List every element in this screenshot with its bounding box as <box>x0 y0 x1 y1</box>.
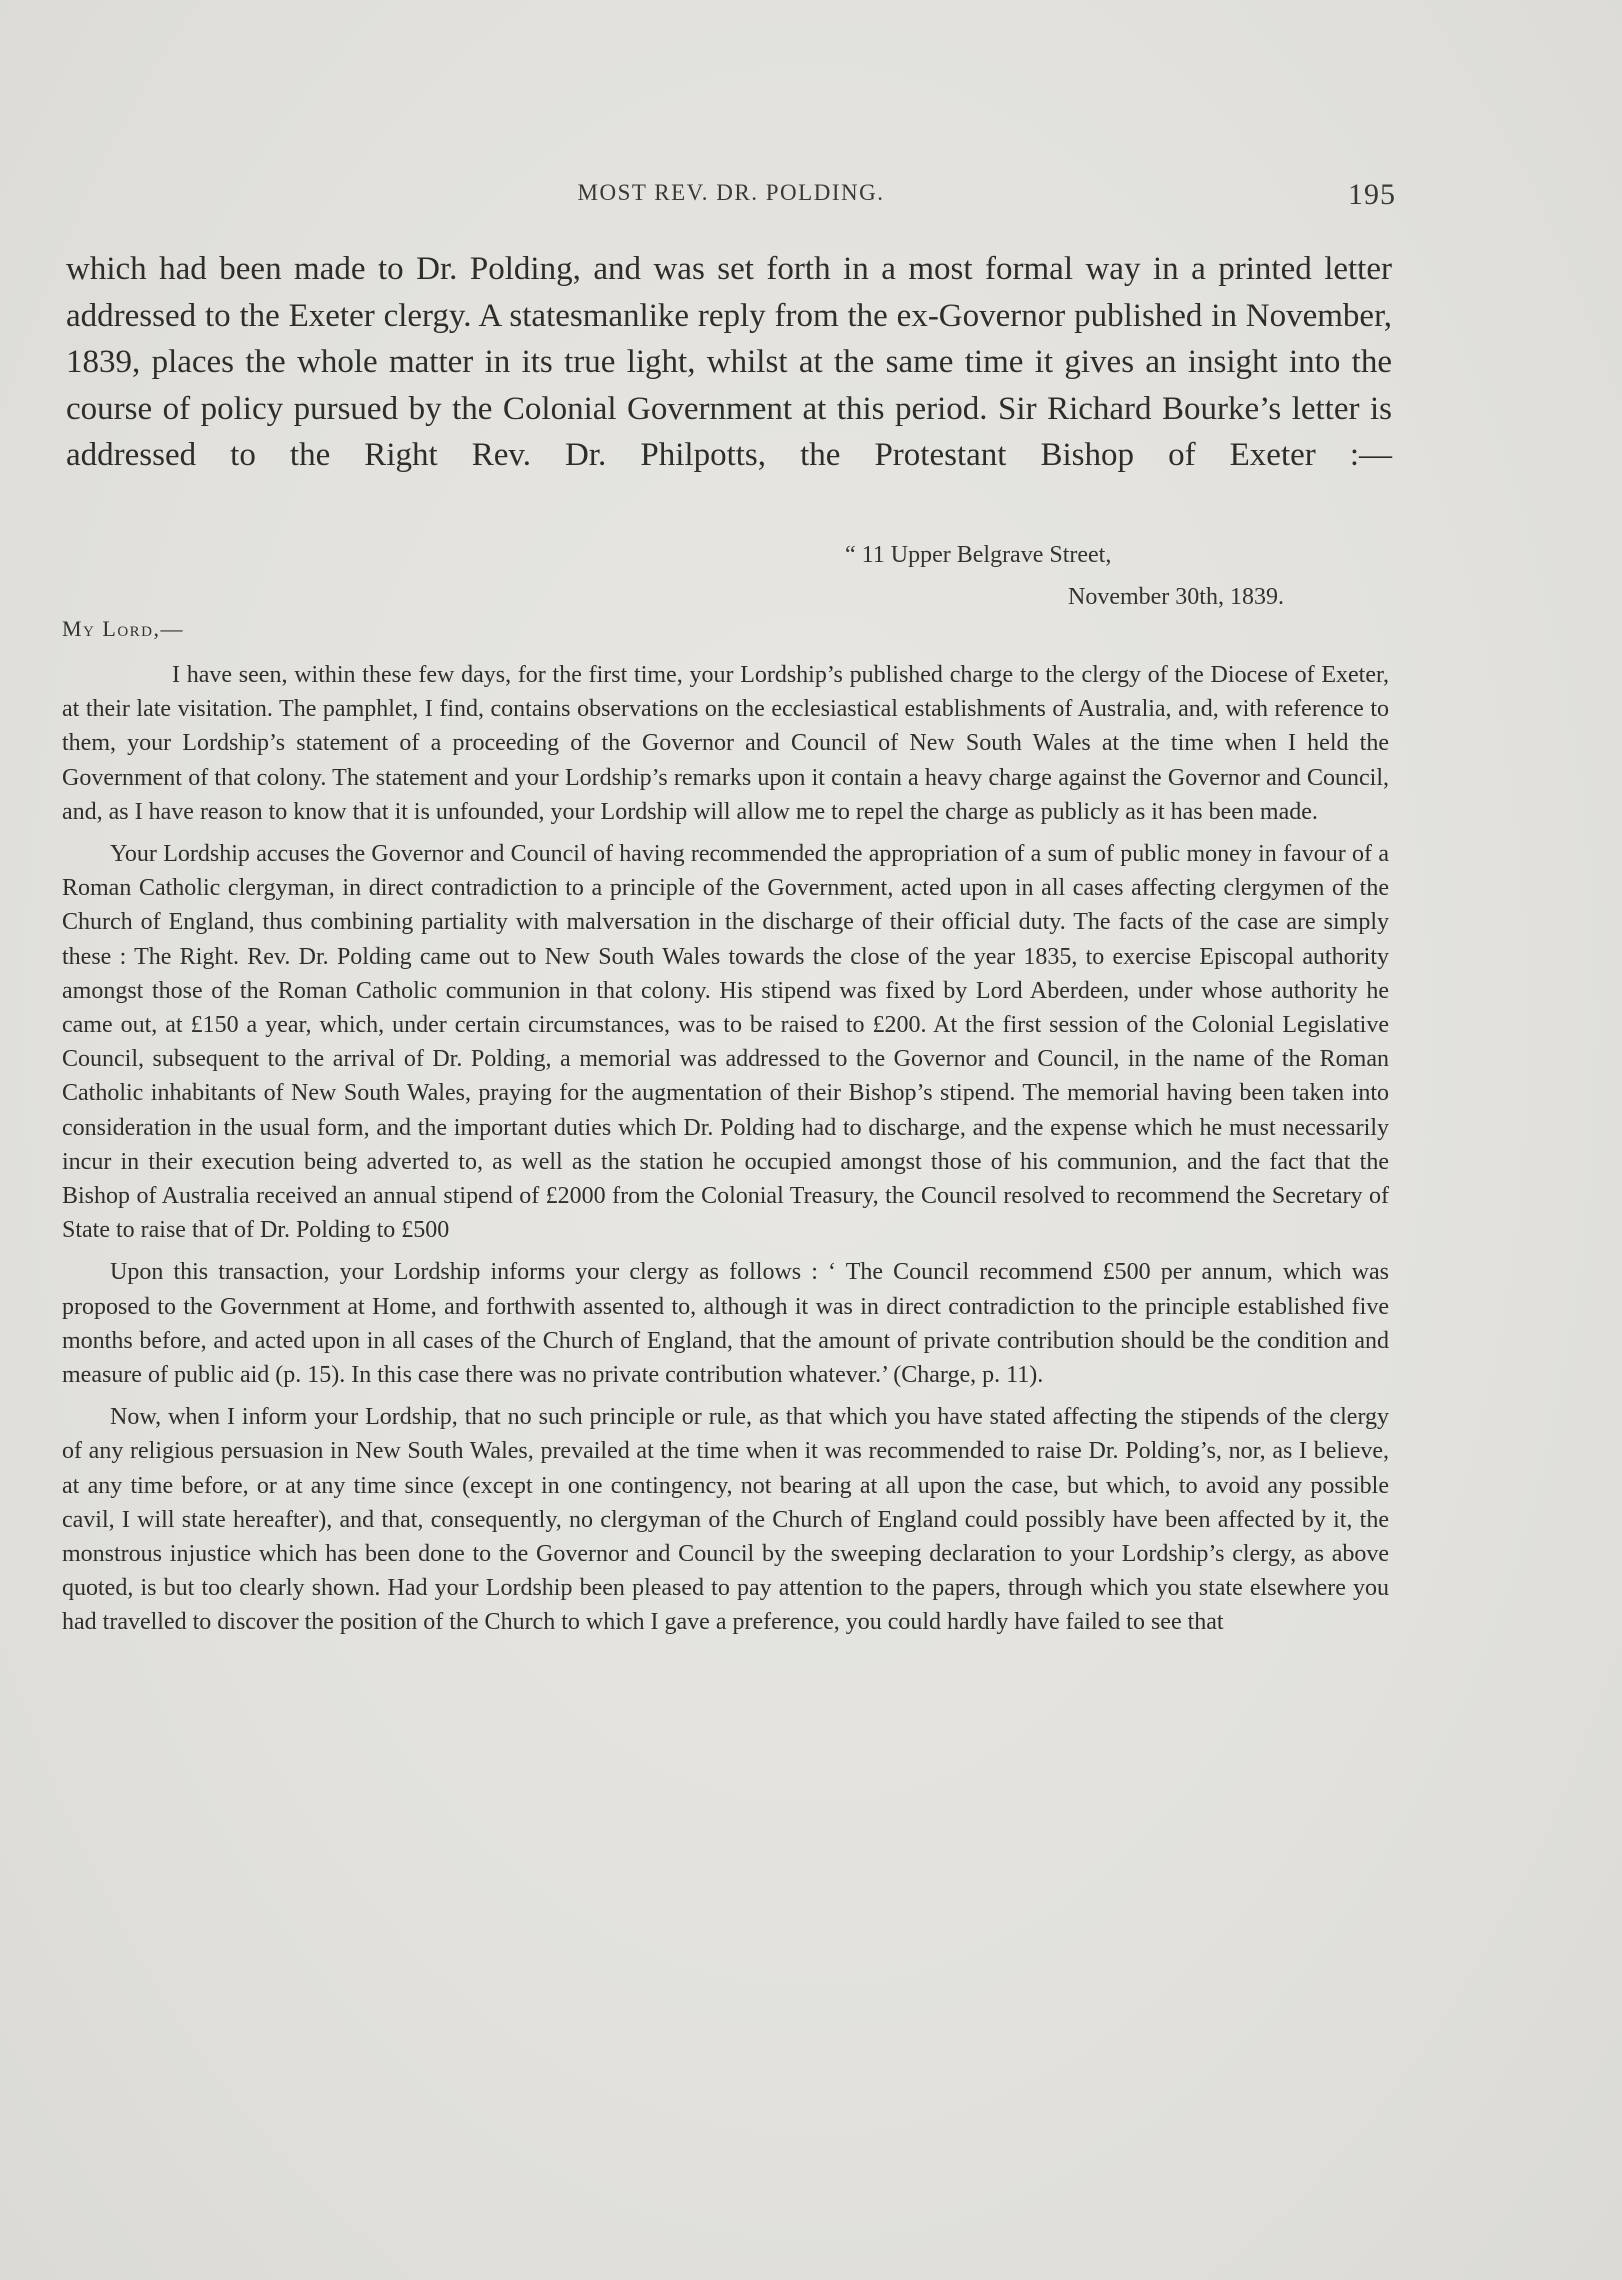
letter-paragraph: I have seen, within these few days, for the first time, your Lordship’s published charge to the clergy of the Diocese of Exeter, at their late visitation. The pamphlet, I find, contains observations on the ecclesiastical establishments of Australia, and, with reference to them, your Lordship’s statement of a proceeding of the Governor and Council of New South Wales at the time when I held the Government of that colony. The statement and your Lordship’s remarks upon it contain a heavy charge against the Governor and Council, and, as I have reason to know that it is unfounded, your Lordship will allow me to repel the charge as publicly as it has been made. <box>62 662 1389 825</box>
page-number: 195 <box>1348 178 1396 211</box>
letter-paragraph: Your Lordship accuses the Governor and Council of having recommended the appropriation of a sum of public money in favour of a Roman Catholic clergyman, in direct contradiction to a principle of the Government, acted upon in all cases affecting clergymen of the Church of England, thus combining partiality with malversation in the discharge of their official duty. The facts of the case are simply these : The Right. Rev. Dr. Polding came out to New South Wales towards the close of the year 1835, to exercise Episcopal authority amongst those of the Roman Catholic communion in that colony. His stipend was fixed by Lord Aberdeen, under whose authority he came out, at £150 a year, which, under certain circumstances, was to be raised to £200. At the first session of the Colonial Legislative Council, subsequent to the arrival of Dr. Polding, a memorial was addressed to the Governor and Council, in the name of the Roman Catholic inhabitants of New South Wales, praying for the augmentation of their Bishop’s stipend. The memorial having been taken into consideration in the usual form, and the important duties which Dr. Polding had to discharge, and the expense which he must necessarily incur in their execution being adverted to, as well as the station he occupied amongst those of his communion, and the fact that the Bishop of Australia received an annual stipend of £2000 from the Colonial Treasury, the Council resolved to recommend the Secretary of State to raise that of Dr. Polding to £500 <box>62 841 1389 1244</box>
letter-paragraph: Now, when I inform your Lordship, that no such principle or rule, as that which you have stated affecting the stipends of the clergy of any religious persuasion in New South Wales, prevailed at the time when it was recommended to raise Dr. Polding’s, nor, as I believe, at any time before, or at any time since (except in one contingency, not bearing at all upon the case, but which, to avoid any possible cavil, I will state hereafter), and that, consequently, no clergyman of the Church of England could possibly have been affected by it, the monstrous injustice which has been done to the Governor and Council by the sweeping declaration to your Lordship’s clergy, as above quoted, is but too clearly shown. Had your Lordship been pleased to pay attention to the papers, through which you state elsewhere you had travelled to discover the position of the Church to which I gave a preference, you could hardly have failed to see that <box>62 1404 1389 1636</box>
intro-paragraph: which had been made to Dr. Polding, and was set forth in a most formal way in a printed letter addressed to the Exeter clergy. A statesmanlike reply from the ex-Governor published in November, 1839, places the whole matter in its true light, whilst at the same time it gives an insight into the course of policy pursued by the Colonial Government at this period. Sir Richard Bourke’s letter is addressed to the Right Rev. Dr. Philpotts, the Protestant Bishop of Exeter :— <box>66 251 1392 473</box>
letter-salutation: My Lord,— <box>62 616 185 641</box>
address-street: “ 11 Upper Belgrave Street, <box>845 542 1112 568</box>
letter-body <box>62 658 1389 1640</box>
address-date: November 30th, 1839. <box>1068 584 1284 610</box>
letter-paragraph: Upon this transaction, your Lordship informs your clergy as follows : ‘ The Council recommend £500 per annum, which was proposed to the Government at Home, and forthwith assented to, although it was in direct contradiction to the principle established five months before, and acted upon in all cases of the Church of England, that the amount of private contribution should be the condition and measure of public aid (p. 15). In this case there was no private contribution whatever.’ (Charge, p. 11). <box>62 1259 1389 1389</box>
running-head <box>66 180 1396 220</box>
running-title: MOST REV. DR. POLDING. <box>577 180 885 205</box>
